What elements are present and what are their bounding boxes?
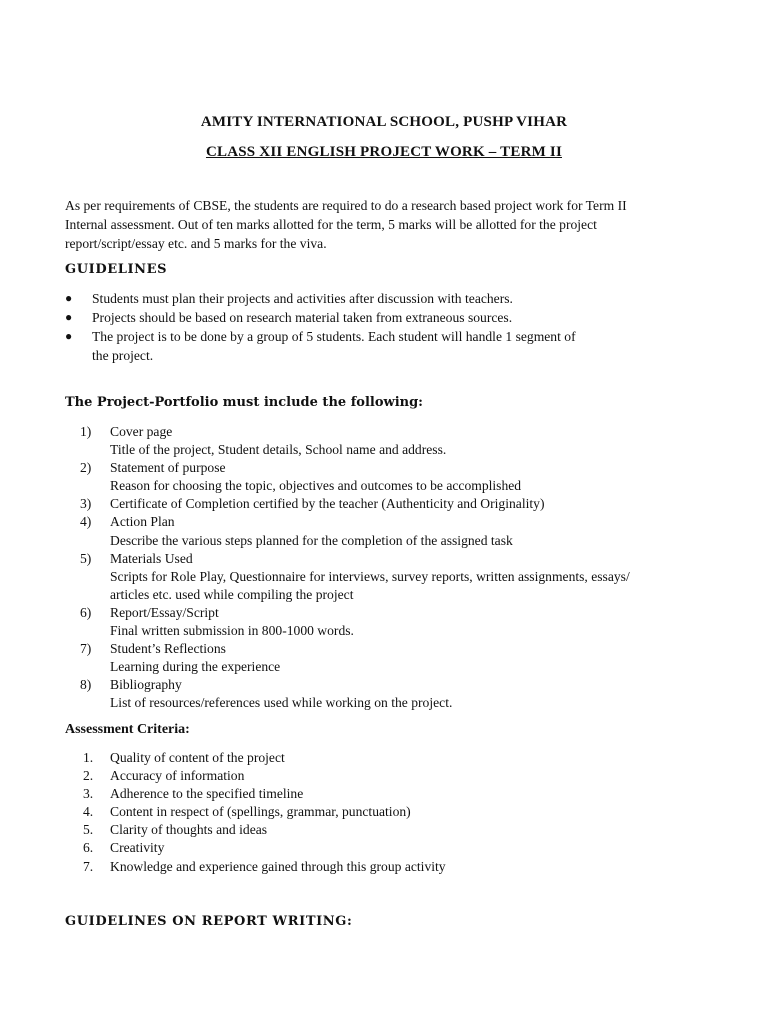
list-item — [83, 749, 683, 767]
item-number: 7. — [83, 858, 94, 874]
list-item — [80, 459, 720, 495]
list-item — [83, 803, 683, 821]
item-title: Statement of purpose — [110, 460, 226, 476]
item-number: 2) — [80, 460, 92, 476]
item-number: 1) — [80, 424, 92, 439]
list-item — [80, 550, 720, 604]
item-title: Bibliography — [110, 677, 182, 693]
bullet-icon: ● — [65, 310, 73, 324]
guideline-text: Students must plan their projects and activities after discussion with teachers. — [92, 291, 513, 306]
portfolio-heading: The Project-Portfolio must include the following: — [65, 395, 423, 410]
guideline-text: Projects should be based on research material taken from extraneous sources. — [92, 310, 513, 325]
item-title: Certificate of Completion certified by the teacher (Authenticity and Originality) — [110, 496, 545, 512]
item-title: Report/Essay/Script — [110, 604, 219, 620]
item-title: Action Plan — [110, 514, 175, 530]
bullet-icon: ● — [65, 291, 73, 305]
list-item — [80, 513, 720, 549]
list-item — [80, 604, 720, 640]
item-number: 4. — [83, 804, 94, 820]
item-description: List of resources/references used while working on the project. — [110, 695, 453, 711]
item-number: 6. — [83, 840, 94, 856]
list-item — [80, 676, 720, 712]
guidelines-heading: GUIDELINES — [65, 262, 168, 277]
list-item — [83, 839, 683, 857]
project-title: CLASS XII ENGLISH PROJECT WORK – TERM II — [205, 144, 562, 160]
list-item — [83, 858, 683, 876]
intro-line: Internal assessment. Out of ten marks allotted for the term, 5 marks will be allotted for the project — [65, 217, 597, 232]
item-number: 5. — [83, 822, 94, 838]
criterion-text: Clarity of thoughts and ideas — [110, 822, 268, 838]
portfolio-list — [80, 423, 720, 713]
item-description: Describe the various steps planned for the completion of the assigned task — [110, 532, 513, 548]
criterion-text: Content in respect of (spellings, grammar, punctuation) — [110, 804, 411, 820]
list-item — [80, 640, 720, 676]
criterion-text: Quality of content of the project — [110, 750, 285, 765]
intro-line: report/script/essay etc. and 5 marks for the viva. — [65, 236, 327, 251]
list-item — [83, 767, 683, 785]
item-number: 2. — [83, 768, 94, 784]
criterion-text: Creativity — [110, 840, 165, 856]
guidelines-list — [65, 289, 705, 365]
criterion-text: Accuracy of information — [110, 768, 245, 784]
criterion-text: Adherence to the specified timeline — [110, 786, 304, 802]
item-description: articles etc. used while compiling the project — [110, 586, 354, 602]
list-item — [80, 495, 720, 513]
item-description: Scripts for Role Play, Questionnaire for interviews, survey reports, written assignments, essays/ — [110, 568, 630, 584]
item-title: Cover page — [110, 424, 173, 439]
assessment-list — [83, 749, 683, 876]
list-item — [65, 327, 705, 365]
item-description: Final written submission in 800-1000 words. — [110, 623, 354, 639]
list-item — [80, 423, 720, 459]
item-description: Title of the project, Student details, School name and address. — [110, 442, 447, 458]
list-item — [65, 308, 705, 327]
item-title: Materials Used — [110, 550, 193, 566]
guideline-text: The project is to be done by a group of 5 students. Each student will handle 1 segment of — [92, 329, 576, 344]
intro-paragraph — [65, 196, 715, 253]
guideline-continuation: the project. — [92, 348, 154, 363]
list-item — [65, 289, 705, 308]
list-item — [83, 821, 683, 839]
item-number: 6) — [80, 604, 92, 620]
bullet-icon: ● — [65, 329, 73, 343]
item-number: 3. — [83, 786, 94, 802]
report-writing-heading: GUIDELINES ON REPORT WRITING: — [65, 914, 353, 929]
list-item — [83, 785, 683, 803]
school-name: AMITY INTERNATIONAL SCHOOL, PUSHP VIHAR — [200, 114, 568, 130]
item-number: 3) — [80, 496, 92, 512]
item-title: Student’s Reflections — [110, 641, 226, 657]
item-number: 1. — [83, 750, 94, 765]
item-number: 7) — [80, 641, 92, 657]
item-number: 5) — [80, 550, 92, 566]
item-description: Reason for choosing the topic, objectives and outcomes to be accomplished — [110, 478, 522, 494]
assessment-heading: Assessment Criteria: — [65, 722, 190, 737]
item-number: 4) — [80, 514, 92, 530]
intro-line: As per requirements of CBSE, the students are required to do a research based project work for Term II — [65, 198, 627, 213]
item-description: Learning during the experience — [110, 659, 281, 675]
item-number: 8) — [80, 677, 92, 693]
criterion-text: Knowledge and experience gained through this group activity — [110, 858, 446, 874]
